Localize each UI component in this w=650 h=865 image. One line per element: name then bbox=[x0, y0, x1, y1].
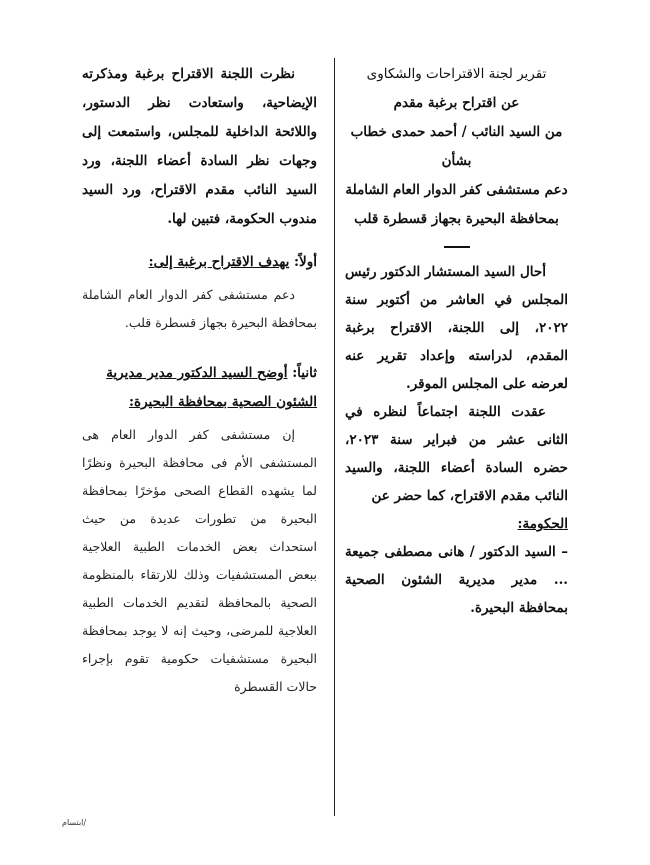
section-2-number: ثانياً: bbox=[287, 365, 317, 381]
report-subtitle: عن اقتراح برغبة مقدم bbox=[393, 95, 520, 111]
section-1-heading bbox=[82, 248, 317, 277]
section-1-body: دعم مستشفى كفر الدوار العام الشاملة بمحافظة البحيرة بجهاز قسطرة قلب. bbox=[82, 287, 317, 330]
referral-paragraph: أحال السيد المستشار الدكتور رئيس المجلس في العاشر من أكتوبر سنة ٢٠٢٢، إلى اللجنة، الاقتراح برغبة المقدم، لدراسته وإعداد تقرير عنه لعرضه على المجلس الموقر. bbox=[345, 264, 568, 392]
report-submitter: من السيد النائب / أحمد حمدى خطاب bbox=[350, 124, 563, 140]
government-label: الحكومة: bbox=[517, 516, 568, 532]
section-2-title: أوضح السيد الدكتور مدير مديرية الشئون الصحية بمحافظة البحيرة: bbox=[106, 365, 317, 410]
government-representative: – السيد الدكتور / هانى مصطفى جميعة ... مدير مديرية الشئون الصحية بمحافظة البحيرة. bbox=[345, 544, 568, 616]
column-divider bbox=[334, 58, 335, 816]
section-2-body: إن مستشفى كفر الدوار العام هى المستشفى الأم فى محافظة البحيرة ونظرًا لما يشهده القطاع الصحى مؤخرًا بمحافظة البحيرة من تطورات عديدة من حيث استحداث بعض الخدمات الطبية العلاجية ببعض المستشفيات وذلك للارتقاء بالمنظومة الصحية بالمحافظة لتقديم الخدمات الطبية العلاجية للمرضى، وحيث إنه لا يوجد بمحافظة البحيرة مستشفيات حكومية تقوم بإجراء حالات القسطرة bbox=[82, 427, 317, 694]
meeting-paragraph: عقدت اللجنة اجتماعاً لنظره في الثانى عشر من فبراير سنة ٢٠٢٣، حضره السادة أعضاء اللجنة، والسيد النائب مقدم الاقتراح، كما حضر عن bbox=[345, 404, 568, 504]
title-separator bbox=[444, 246, 470, 248]
section-1-title: يهدف الاقتراح برغبة إلى: bbox=[148, 254, 290, 270]
report-topic-line1: دعم مستشفى كفر الدوار العام الشاملة bbox=[345, 182, 568, 198]
typist-mark: /ابتسام bbox=[62, 818, 87, 827]
left-column bbox=[82, 60, 317, 701]
report-topic-line2: بمحافظة البحيرة بجهاز قسطرة قلب bbox=[354, 211, 559, 227]
right-column bbox=[345, 60, 568, 622]
report-title: تقرير لجنة الاقتراحات والشكاوى bbox=[366, 66, 547, 82]
section-1-number: أولاً: bbox=[289, 254, 317, 270]
section-2-heading bbox=[82, 359, 317, 417]
report-regarding: بشأن bbox=[441, 153, 472, 169]
intro-paragraph: نظرت اللجنة الاقتراح برغبة ومذكرته الإيضاحية، واستعادت نظر الدستور، واللائحة الداخلية للمجلس، واستمعت إلى وجهات نظر السادة أعضاء اللجنة، ورد السيد النائب مقدم الاقتراح، ورد السيد مندوب الحكومة، فتبين لها. bbox=[82, 66, 317, 227]
